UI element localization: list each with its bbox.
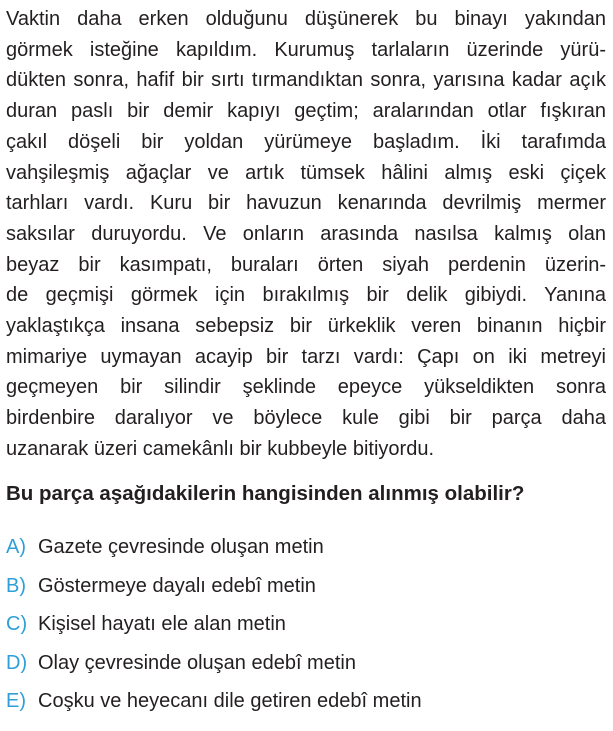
passage-line: Vaktin daha erken olduğunu düşünerek bu binayı yakından	[6, 8, 606, 30]
option-a[interactable]	[6, 532, 606, 571]
option-text: Göstermeye dayalı edebî metin	[38, 574, 316, 597]
option-e[interactable]	[6, 686, 606, 725]
option-letter: D)	[6, 651, 28, 674]
option-letter: B)	[6, 574, 26, 597]
passage-line: vahşileşmiş ağaçlar ve artık tümsek hâlini almış eski çiçek	[6, 161, 606, 184]
passage-line: de geçmişi görmek için bırakılmış bir delik gibiydi. Yanına	[6, 284, 606, 307]
option-text: Kişisel hayatı ele alan metin	[38, 613, 286, 635]
passage-text	[6, 4, 606, 465]
passage-line: mimariye uymayan acayip bir tarzı vardı: Çapı on iki metreyi	[6, 345, 606, 368]
option-letter: A)	[6, 536, 26, 558]
passage-line: uzanarak üzeri camekânlı bir kubbeyle bitiyordu.	[6, 437, 434, 460]
passage-line: dükten sonra, hafif bir sırtı tırmandıktan sonra, yarısına kadar açık	[6, 69, 606, 92]
passage-line: birdenbire daralıyor ve böylece kule gibi bir parça daha	[6, 407, 606, 430]
passage-line: saksılar duruyordu. Ve onların arasında nasılsa kalmış olan	[6, 222, 606, 245]
passage-line: çakıl döşeli bir yoldan yürümeye başladım. İki tarafımda	[6, 130, 606, 153]
question-stem: Bu parça aşağıdakilerin hangisinden alınmış olabilir?	[6, 482, 525, 505]
option-text: Gazete çevresinde oluşan metin	[38, 536, 324, 558]
option-text: Olay çevresinde oluşan edebî metin	[38, 651, 356, 674]
option-text: Coşku ve heyecanı dile getiren edebî metin	[38, 690, 422, 712]
passage-line: beyaz bir kasımpatı, buraları örten siyah perdenin üzerin-	[6, 253, 606, 276]
passage-line: görmek isteğine kapıldım. Kurumuş tarlaların üzerinde yürü-	[6, 38, 606, 61]
passage-line: geçmeyen bir silindir şeklinde epeyce yükseldikten sonra	[6, 376, 606, 399]
option-d[interactable]	[6, 648, 606, 687]
passage-line: duran paslı bir demir kapıyı geçtim; aralarından otlar fışkıran	[6, 100, 606, 123]
answer-options	[6, 532, 606, 725]
passage-line: yaklaştıkça insana sebepsiz bir ürkeklik veren binanın hiçbir	[6, 315, 606, 338]
option-c[interactable]	[6, 609, 606, 648]
option-b[interactable]	[6, 571, 606, 610]
passage-line: tarhları vardı. Kuru bir havuzun kenarında devrilmiş mermer	[6, 192, 606, 215]
option-letter: E)	[6, 690, 26, 712]
option-letter: C)	[6, 613, 28, 635]
